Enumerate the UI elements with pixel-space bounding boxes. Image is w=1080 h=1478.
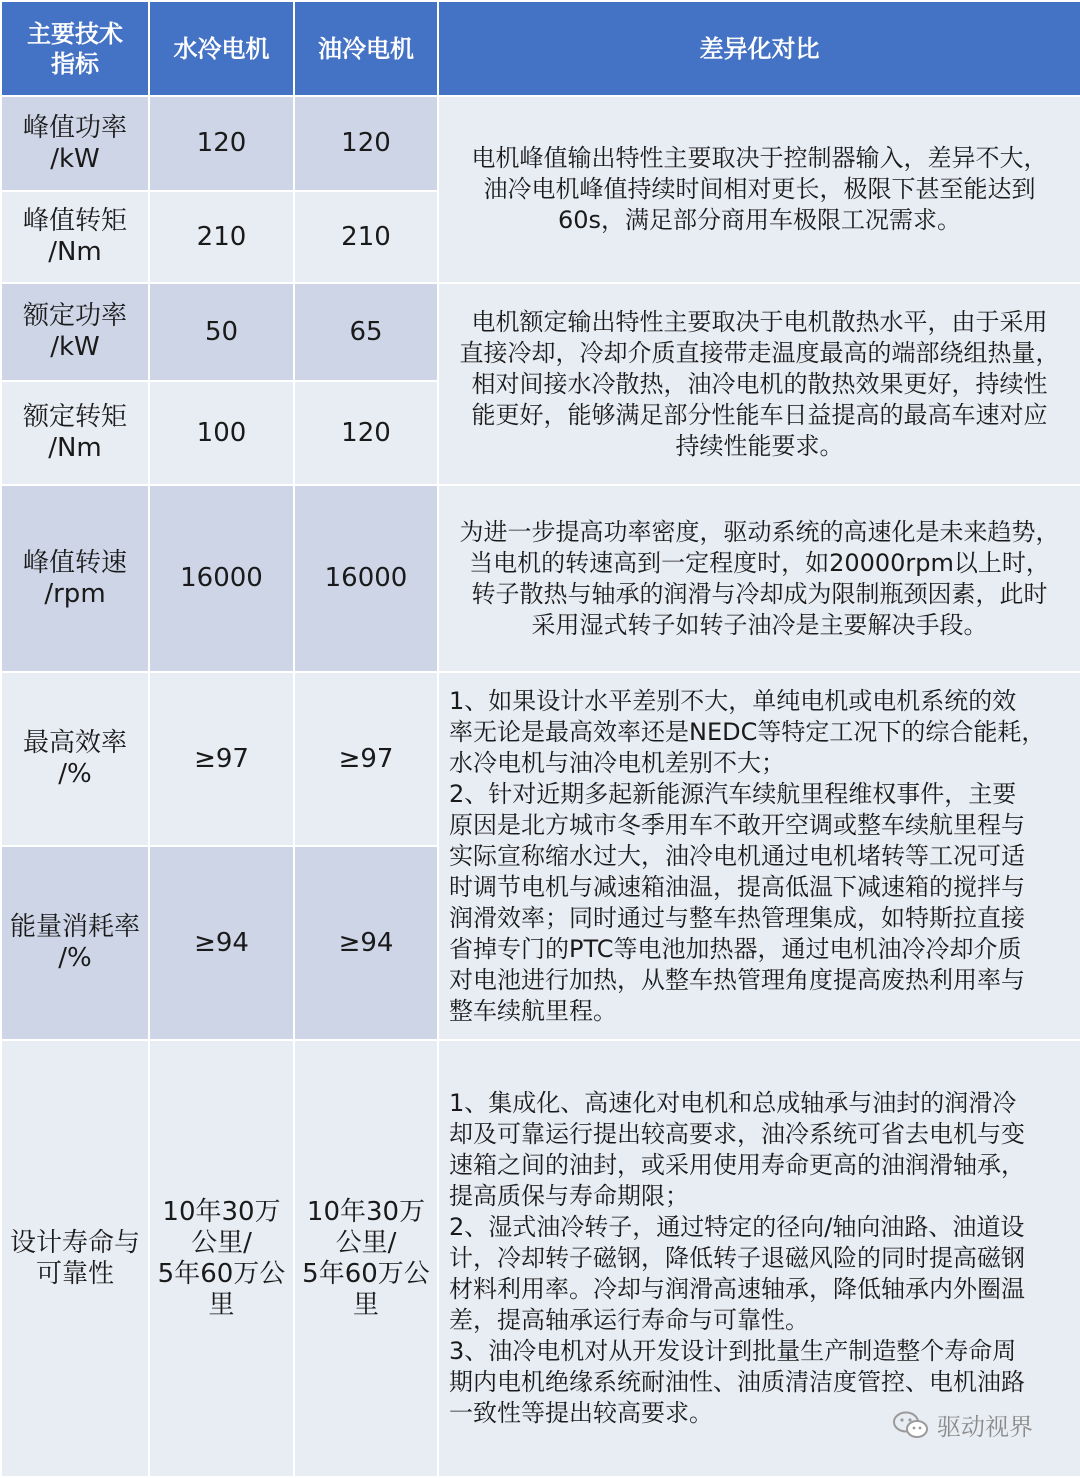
metric-cell [1,96,149,191]
oil-value: 65 [294,283,438,381]
metric-name: 设计寿命与 [9,1227,140,1258]
metric-unit: 可靠性 [35,1258,114,1289]
metric-name: 额定功率 [22,301,127,331]
water-value: 16000 [149,485,294,672]
metric-name: 峰值转矩 [22,206,127,236]
metric-name: 最高效率 [22,728,127,758]
note-speed: 为进一步提高功率密度，驱动系统的高速化是未来趋势， 当电机的转速高到一定程度时，如20000rpm以上时， 转子散热与轴承的润滑与冷却成为限制瓶颈因素，此时 采用湿式转子如转子油冷是主要解决手段。 [438,485,1080,672]
metric-cell [1,1040,149,1477]
table-row [1,485,1080,672]
note-life: 1、集成化、高速化对电机和总成轴承与油封的润滑冷 却及可靠运行提出较高要求，油冷系统可省去电机与变 速箱之间的油封，或采用使用寿命更高的油润滑轴承， 提高质保与寿命期限； 2、湿式油冷转子，通过特定的径向/轴向油路、油道设 计，冷却转子磁钢，降低转子退磁风险的同时提高磁钢 材料利用率。冷却与润滑高速轴承，降低轴承内外圈温 差，提高轴承运行寿命与可靠性。 3、油冷电机对从开发设计到批量生产制造整个寿命周 期内电机绝缘系统耐油性、油质清洁度管控、电机油路 一致性等提出较高要求。 [438,1040,1080,1477]
metric-unit: /rpm [44,578,106,609]
header-oil: 油冷电机 [294,1,438,96]
water-value: ≥94 [149,846,294,1040]
water-value: 120 [149,96,294,191]
metric-cell [1,485,149,672]
oil-value: 120 [294,381,438,485]
metric-unit: /% [58,759,92,789]
note-rated: 电机额定输出特性主要取决于电机散热水平，由于采用 直接冷却，冷却介质直接带走温度最高的端部绕组热量， 相对间接水冷散热，油冷电机的散热效果更好，持续性 能更好，能够满足部分性能车日益提高的最高车速对应 持续性能要求。 [438,283,1080,485]
oil-value: 210 [294,191,438,283]
metric-name: 额定转矩 [22,402,127,432]
water-value: 50 [149,283,294,381]
metric-name: 峰值功率 [22,112,127,143]
water-value: 10年30万 公里/ 5年60万公 里 [149,1040,294,1477]
metric-unit: /kW [50,332,100,362]
oil-value: ≥97 [294,672,438,846]
header-diff: 差异化对比 [438,1,1080,96]
metric-name: 能量消耗率 [9,912,140,942]
oil-value: 120 [294,96,438,191]
metric-unit: /% [58,943,92,973]
note-peak: 电机峰值输出特性主要取决于控制器输入，差异不大， 油冷电机峰值持续时间相对更长，极限下甚至能达到 60s，满足部分商用车极限工况需求。 [438,96,1080,283]
metric-cell [1,191,149,283]
header-water: 水冷电机 [149,1,294,96]
watermark [893,1407,1033,1442]
watermark-text: 驱动视界 [937,1413,1033,1441]
metric-cell [1,381,149,485]
metric-cell [1,846,149,1040]
header-metric-label: 主要技术指标 [27,19,123,78]
metric-cell [1,283,149,381]
water-value: 100 [149,381,294,485]
water-value: 210 [149,191,294,283]
table-row [1,283,1080,381]
oil-value: 16000 [294,485,438,672]
oil-value: 10年30万 公里/ 5年60万公 里 [294,1040,438,1477]
metric-unit: /Nm [48,237,102,267]
wechat-icon [893,1411,929,1439]
header-metric [1,1,149,96]
metric-unit: /kW [50,143,100,174]
metric-cell [1,672,149,846]
oil-value: ≥94 [294,846,438,1040]
table-row [1,96,1080,191]
note-efficiency: 1、如果设计水平差别不大，单纯电机或电机系统的效 率无论是最高效率还是NEDC等特定工况下的综合能耗， 水冷电机与油冷电机差别不大； 2、针对近期多起新能源汽车续航里程维权事件，主要 原因是北方城市冬季用车不敢开空调或整车续航里程与 实际宣称缩水过大，油冷电机通过电机堵转等工况可适 时调节电机与减速箱油温，提高低温下减速箱的搅拌与 润滑效率；同时通过与整车热管理集成，如特斯拉直接 省掉专门的PTC等电池加热器，通过电机油冷冷却介质 对电池进行加热，从整车热管理角度提高废热利用率与 整车续航里程。 [438,672,1080,1040]
metric-name: 峰值转速 [22,547,127,578]
water-value: ≥97 [149,672,294,846]
table-row [1,672,1080,846]
header-row [1,1,1080,96]
metric-unit: /Nm [48,433,102,463]
